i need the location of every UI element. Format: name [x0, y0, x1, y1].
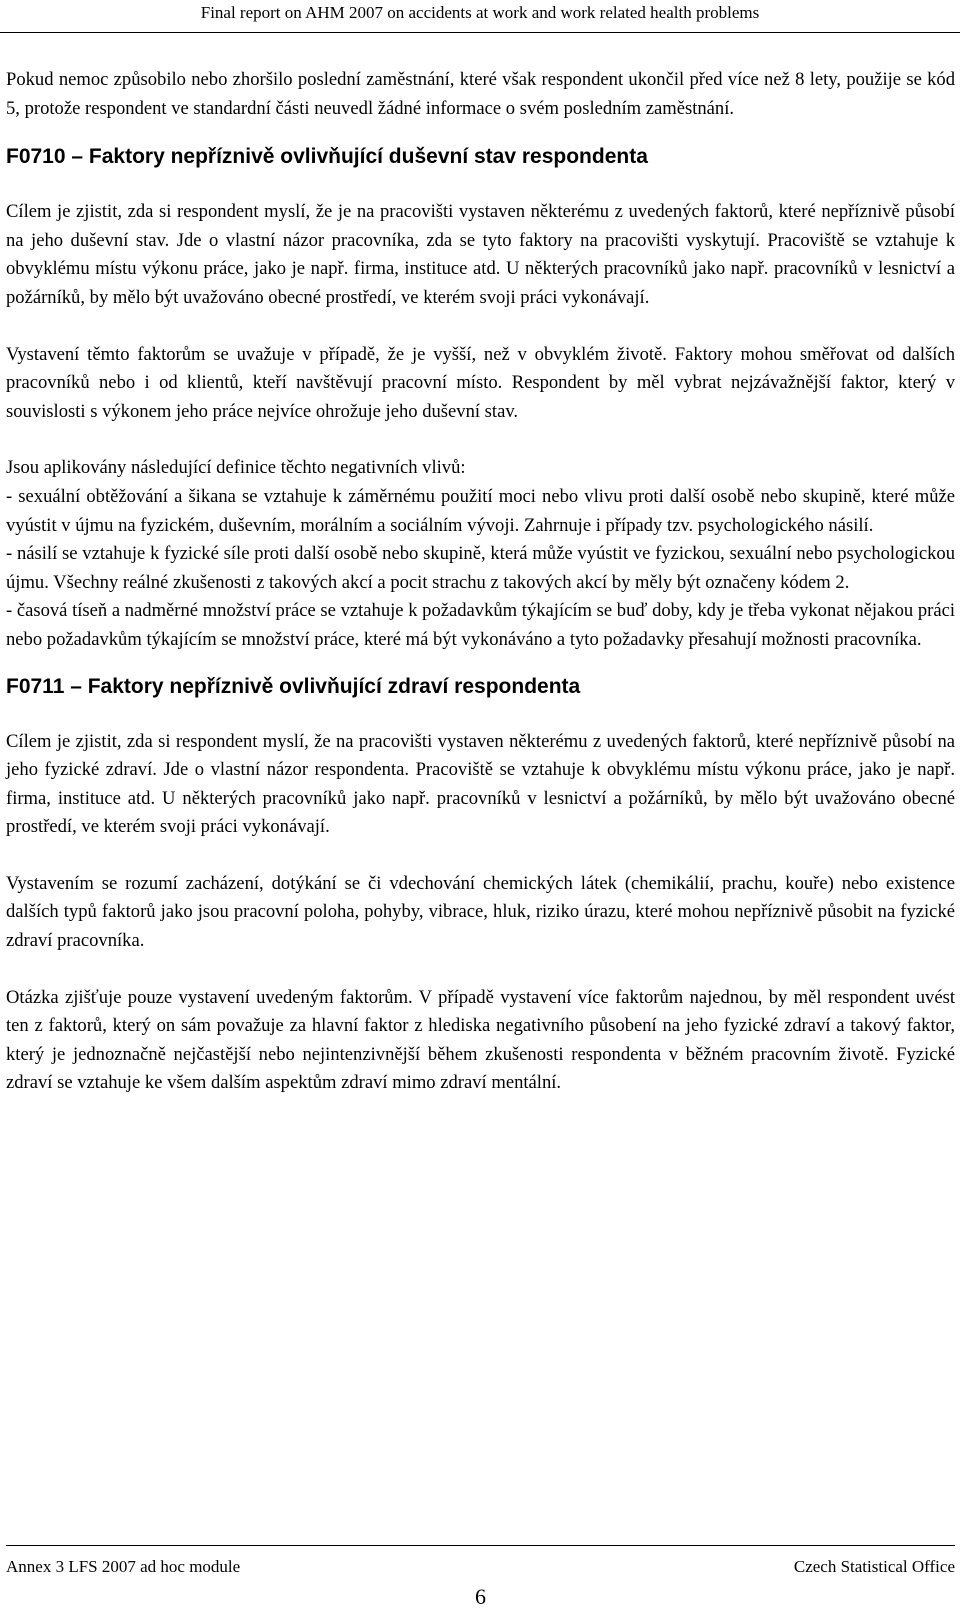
section1-paragraph-1: Cílem je zjistit, zda si respondent myslí, že je na pracovišti vystaven některému z uvedených faktorů, které nepříznivě působí na jeho duševní stav. Jde o vlastní názor pracovníka, zda se tyto faktory na pracovišti vyskytují. Pracoviště se vztahuje k obvyklému místu výkonu práce, jako je např. firma, instituce atd. U některých pracovníků jako např. pracovníků v lesnictví a požárníků, by mělo být uvažováno obecné prostředí, ve kterém svoji práci vykonávají. — [6, 201, 955, 308]
page-number: 6 — [475, 1584, 486, 1609]
section2-paragraph-1: Cílem je zjistit, zda si respondent myslí, že na pracovišti vystaven některému z uvedených faktorů, které nepříznivě působí na jeho fyzické zdraví. Jde o vlastní názor respondenta. Pracoviště se vztahuje k obvyklému místu výkonu práce, jako je např. firma, instituce atd. U některých pracovníků jako např. pracovníků v lesnictví a požárníků, by mělo být uvažováno obecné prostředí, ve kterém svoji práci vykonávají. — [6, 730, 955, 838]
intro-paragraph: Pokud nemoc způsobilo nebo zhoršilo poslední zaměstnání, které však respondent ukončil před více než 8 lety, použije se kód 5, protože respondent ve standardní části neuvedl žádné informace o svém posledním zaměstnání. — [6, 69, 955, 119]
section-heading-f0710: F0710 – Faktory nepříznivě ovlivňující duševní stav respondenta — [6, 145, 648, 169]
section2-paragraph-3: Otázka zjišťuje pouze vystavení uvedeným faktorům. V případě vystavení více faktorům najednou, by měl respondent uvést ten z faktorů, který on sám považuje za hlavní faktor z hlediska negativního působení na jeho fyzické zdraví a takový faktor, který je jednoznačně nejčastější nebo nejintenzivnější během zkušenosti respondenta v běžném pracovním životě. Fyzické zdraví se vztahuje ke všem dalším aspektům zdraví mimo zdraví mentální. — [6, 986, 955, 1094]
section-heading-f0711: F0711 – Faktory nepříznivě ovlivňující zdraví respondenta — [6, 674, 581, 698]
footer-right-text: Czech Statistical Office — [793, 1557, 955, 1576]
footer-left-text: Annex 3 LFS 2007 ad hoc module — [6, 1557, 241, 1576]
definition-item-harassment: - sexuální obtěžování a šikana se vztahuje k záměrnému použití moci nebo vlivu proti další osobě nebo skupině, které může vyústit v újmu na fyzickém, duševním, morálním a sociálním vývoji. Zahrnuje i případy tzv. psychologického násilí. — [6, 485, 955, 536]
section1-paragraph-2: Vystavení těmto faktorům se uvažuje v případě, že je vyšší, než v obvyklém životě. Faktory mohou směřovat od dalších pracovníků nebo i od klientů, kteří navštěvují pracovní místo. Respondent by měl vybrat nejzávažnější faktor, který v souvislosti s výkonem jeho práce nejvíce ohrožuje jeho duševní stav. — [6, 343, 955, 422]
section1-definitions-intro: Jsou aplikovány následující definice těchto negativních vlivů: — [6, 457, 466, 479]
page-header — [0, 2, 960, 33]
section2-paragraph-2: Vystavením se rozumí zacházení, dotýkání se či vdechování chemických látek (chemikálií, prachu, kouře) nebo existence dalších typů faktorů jako jsou pracovní poloha, pohyby, vibrace, hluk, riziko úrazu, které mohou nepříznivě působit na fyzické zdraví pracovníka. — [6, 872, 955, 952]
definition-item-time-pressure: - časová tíseň a nadměrné množství práce se vztahuje k požadavkům týkajícím se buď doby, kdy je třeba vykonat nějakou práci nebo požadavkům týkajícím se množství práce, které má být vykonáváno a tyto požadavky přesahují možnosti pracovníka. — [6, 600, 955, 650]
header-title: Final report on AHM 2007 on accidents at work and work related health problems — [200, 3, 760, 22]
document-body — [6, 66, 955, 1098]
page-footer — [6, 1545, 955, 1614]
definition-item-violence: - násilí se vztahuje k fyzické síle proti další osobě nebo skupině, která může vyústit ve fyzickou, sexuální nebo psychologickou újmu. Všechny reálné zkušenosti z takových akcí a pocit strachu z takových akcí by měly být označeny kódem 2. — [6, 543, 955, 593]
